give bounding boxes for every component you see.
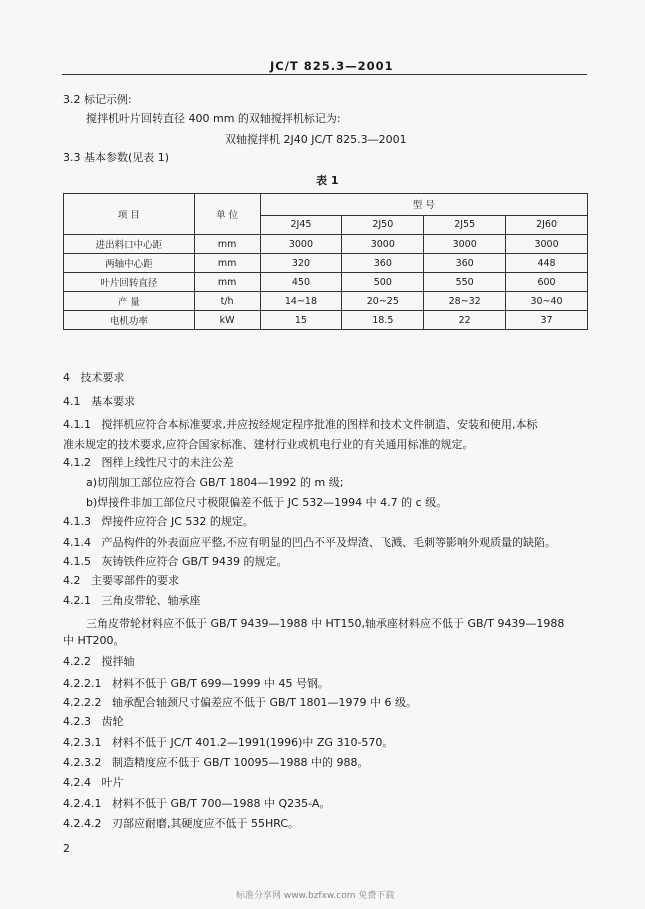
table-cell: 600 bbox=[506, 273, 588, 292]
row-label: 两轴中心距 bbox=[64, 254, 195, 273]
paragraph-text: 焊接件应符合 JC 532 的规定。 bbox=[101, 515, 254, 528]
model-cell: 2J55 bbox=[424, 215, 506, 234]
section-number: 4.1.5 bbox=[63, 555, 91, 568]
paragraph-text: 材料不低于 GB/T 699—1999 中 45 号钢。 bbox=[111, 677, 329, 690]
table-row bbox=[64, 235, 588, 254]
row-label: 叶片回转直径 bbox=[64, 273, 195, 292]
table-title: 表 1 bbox=[316, 174, 339, 187]
table-cell: 22 bbox=[424, 311, 506, 330]
table-cell: 37 bbox=[506, 311, 588, 330]
section-4-2-4-1 bbox=[63, 797, 330, 811]
section-title: 叶片 bbox=[101, 776, 124, 789]
paragraph-text: 刃部应耐磨,其硬度应不低于 55HRC。 bbox=[111, 817, 300, 830]
section-4-1-heading bbox=[63, 395, 135, 409]
paragraph-text: 制造精度应不低于 GB/T 10095—1988 中的 988。 bbox=[111, 756, 369, 769]
footer-watermark: 标准分享网 www.bzfxw.com 免费下载 bbox=[236, 891, 395, 901]
column-header-unit: 单 位 bbox=[194, 194, 260, 235]
table-cell: 500 bbox=[342, 273, 424, 292]
section-number: 4.2.4.2 bbox=[63, 817, 102, 830]
section-4-2-4-2 bbox=[63, 817, 299, 831]
section-number: 4.2.2.2 bbox=[63, 696, 102, 709]
section-number: 4.2.4.1 bbox=[63, 797, 102, 810]
model-cell: 2J45 bbox=[260, 215, 342, 234]
section-4-1-2-heading bbox=[63, 456, 234, 470]
column-header-item: 项 目 bbox=[64, 194, 195, 235]
table-cell: 360 bbox=[424, 254, 506, 273]
header-rule bbox=[62, 74, 587, 75]
section-4-1-1-line-2: 准未规定的技术要求,应符合国家标准、建材行业或机电行业的有关通用标准的规定。 bbox=[63, 438, 474, 451]
section-number: 4.2.3.2 bbox=[63, 756, 102, 769]
paragraph-text: 材料不低于 GB/T 700—1988 中 Q235-A。 bbox=[111, 797, 331, 810]
section-title: 齿轮 bbox=[101, 715, 124, 728]
paragraph-text: 产品构件的外表面应平整,不应有明显的凹凸不平及焊渣、飞溅、毛刺等影响外观质量的缺陷。 bbox=[101, 536, 556, 549]
paragraph-text: 材料不低于 JC/T 401.2—1991(1996)中 ZG 310-570。 bbox=[111, 736, 394, 749]
table-cell: 3000 bbox=[424, 235, 506, 254]
section-number: 4.2.1 bbox=[63, 594, 91, 607]
section-4-2-3-heading bbox=[63, 715, 124, 729]
section-number: 4.1.3 bbox=[63, 515, 91, 528]
table-cell: 3000 bbox=[260, 235, 342, 254]
section-title: 技术要求 bbox=[80, 371, 125, 384]
section-3-2-heading: 3.2 标记示例: bbox=[63, 93, 132, 106]
model-cell: 2J50 bbox=[342, 215, 424, 234]
row-label: 电机功率 bbox=[64, 311, 195, 330]
section-number: 4.2.2 bbox=[63, 655, 91, 668]
section-title: 图样上线性尺寸的未注公差 bbox=[101, 456, 234, 469]
table-cell: 3000 bbox=[342, 235, 424, 254]
row-unit: mm bbox=[194, 254, 260, 273]
row-label: 产 量 bbox=[64, 292, 195, 311]
section-number: 4.1.2 bbox=[63, 456, 91, 469]
section-number: 4.1.1 bbox=[63, 418, 91, 431]
row-unit: kW bbox=[194, 311, 260, 330]
table-cell: 3000 bbox=[506, 235, 588, 254]
section-number: 4.2.3 bbox=[63, 715, 91, 728]
section-number: 4.2.2.1 bbox=[63, 677, 102, 690]
table-cell: 28~32 bbox=[424, 292, 506, 311]
section-title: 主要零部件的要求 bbox=[91, 574, 179, 587]
section-4-1-4 bbox=[63, 536, 556, 550]
section-number: 4.2.3.1 bbox=[63, 736, 102, 749]
column-header-model: 型 号 bbox=[260, 194, 587, 216]
row-unit: mm bbox=[194, 273, 260, 292]
section-4-heading bbox=[63, 371, 125, 385]
table-cell: 15 bbox=[260, 311, 342, 330]
table-header-row bbox=[64, 194, 588, 216]
marking-example: 双轴搅拌机 2J40 JC/T 825.3—2001 bbox=[225, 133, 407, 146]
table-cell: 20~25 bbox=[342, 292, 424, 311]
standard-code: JC/T 825.3—2001 bbox=[270, 59, 394, 73]
section-4-2-1-line-2: 中 HT200。 bbox=[63, 634, 125, 647]
row-label: 进出料口中心距 bbox=[64, 235, 195, 254]
section-4-2-2-1 bbox=[63, 677, 329, 691]
table-cell: 320 bbox=[260, 254, 342, 273]
table-row bbox=[64, 311, 588, 330]
row-unit: t/h bbox=[194, 292, 260, 311]
section-4-2-2-heading bbox=[63, 655, 135, 669]
section-title: 基本要求 bbox=[91, 395, 135, 408]
section-title: 三角皮带轮、轴承座 bbox=[101, 594, 201, 607]
section-4-2-4-heading bbox=[63, 776, 124, 790]
section-4-1-3 bbox=[63, 515, 254, 529]
section-number: 4 bbox=[63, 371, 70, 384]
list-item-a: a)切削加工部位应符合 GB/T 1804—1992 的 m 级; bbox=[86, 476, 344, 489]
paragraph-text: 轴承配合轴颈尺寸偏差应不低于 GB/T 1801—1979 中 6 级。 bbox=[111, 696, 417, 709]
section-number: 4.1.4 bbox=[63, 536, 91, 549]
table-row bbox=[64, 273, 588, 292]
parameters-table bbox=[63, 193, 588, 330]
table-row bbox=[64, 254, 588, 273]
section-4-1-1-line-1 bbox=[63, 418, 538, 432]
paragraph-text: 灰铸铁件应符合 GB/T 9439 的规定。 bbox=[101, 555, 288, 568]
row-unit: mm bbox=[194, 235, 260, 254]
table-cell: 30~40 bbox=[506, 292, 588, 311]
table-cell: 360 bbox=[342, 254, 424, 273]
table-cell: 18.5 bbox=[342, 311, 424, 330]
section-4-2-3-1 bbox=[63, 736, 393, 750]
section-number: 4.2 bbox=[63, 574, 81, 587]
table-cell: 450 bbox=[260, 273, 342, 292]
paragraph-text: 搅拌机应符合本标准要求,并应按经规定程序批准的图样和技术文件制造、安装和使用,本标 bbox=[101, 418, 538, 431]
section-number: 4.1 bbox=[63, 395, 81, 408]
section-4-2-3-2 bbox=[63, 756, 368, 770]
model-cell: 2J60 bbox=[506, 215, 588, 234]
table-cell: 550 bbox=[424, 273, 506, 292]
section-4-2-1-line-1: 三角皮带轮材料应不低于 GB/T 9439—1988 中 HT150,轴承座材料应不低于 GB/T 9439—1988 bbox=[86, 617, 565, 630]
section-4-2-heading bbox=[63, 574, 179, 588]
section-4-1-5 bbox=[63, 555, 287, 569]
section-3-3-heading: 3.3 基本参数(见表 1) bbox=[63, 151, 170, 164]
section-number: 4.2.4 bbox=[63, 776, 91, 789]
section-4-2-2-2 bbox=[63, 696, 417, 710]
table-cell: 14~18 bbox=[260, 292, 342, 311]
list-item-b: b)焊接件非加工部位尺寸极限偏差不低于 JC 532—1994 中 4.7 的 c 级。 bbox=[86, 496, 448, 509]
table-cell: 448 bbox=[506, 254, 588, 273]
page-number: 2 bbox=[63, 842, 70, 855]
section-title: 搅拌轴 bbox=[101, 655, 135, 668]
section-4-2-1-heading bbox=[63, 594, 201, 608]
section-3-2-description: 搅拌机叶片回转直径 400 mm 的双轴搅拌机标记为: bbox=[86, 112, 341, 125]
table-row bbox=[64, 292, 588, 311]
